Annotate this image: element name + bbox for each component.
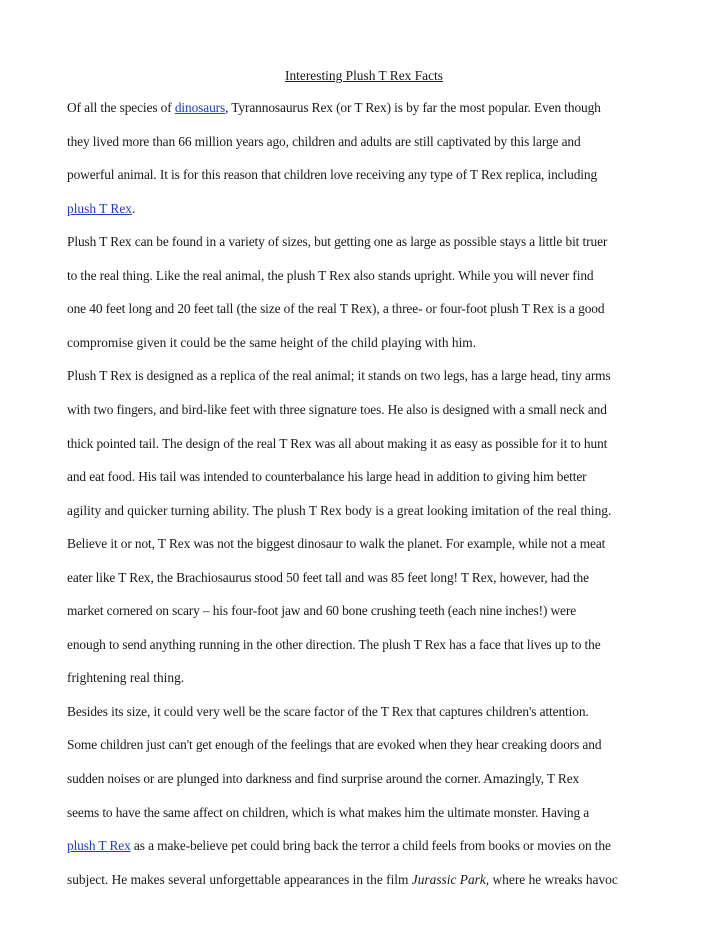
text-run: Of all the species of: [67, 100, 175, 115]
text-run: seems to have the same affect on children, which is what makes him the ultimate monster. Having a: [67, 804, 590, 820]
text-run: where he wreaks havoc: [489, 871, 618, 887]
paragraph-line: [67, 601, 667, 621]
text-run: powerful animal. It is for this reason that children love receiving any type of T Rex replica, including: [67, 167, 598, 183]
text-run: and eat food. His tail was intended to counterbalance his large head in addition to giving him better: [67, 469, 587, 485]
text-run: Plush T Rex is designed as a replica of the real animal; it stands on two legs, has a large head, tiny arms: [67, 368, 611, 384]
text-run: to the real thing. Like the real animal, the plush T Rex also stands upright. While you will never find: [67, 267, 594, 283]
text-run: sudden noises or are plunged into darkness and find surprise around the corner. Amazingly, T Rex: [67, 771, 580, 786]
text-run: agility and quicker turning ability. The plush T Rex body is a great looking imitation of the real thing.: [67, 502, 612, 518]
paragraph-line: [67, 165, 667, 185]
text-run: market cornered on scary – his four-foot jaw and 60 bone crushing teeth (each nine inches!) were: [67, 603, 577, 619]
hyperlink[interactable]: plush T Rex: [67, 200, 132, 216]
text-run: thick pointed tail. The design of the real T Rex was all about making it as easy as possible for it to hunt: [67, 435, 608, 451]
text-run: compromise given it could be the same height of the child playing with him.: [67, 334, 477, 350]
text-run: as a make-believe pet could bring back the terror a child feels from books or movies on the: [130, 838, 611, 854]
text-run: they lived more than 66 million years ago, children and adults are still captivated by this large and: [67, 133, 581, 149]
paragraph-line: [67, 769, 667, 789]
paragraph-line: [67, 333, 667, 353]
paragraph-line: [67, 635, 667, 655]
paragraph-line: [67, 702, 667, 722]
text-run: subject. He makes several unforgettable appearances in the film: [67, 871, 412, 887]
document-title: Interesting Plush T Rex Facts: [285, 68, 443, 83]
text-run: Besides its size, it could very well be the scare factor of the T Rex that captures children's attention.: [67, 703, 589, 719]
text-run: Some children just can't get enough of the feelings that are evoked when they hear creaking doors and: [67, 737, 602, 753]
paragraph-line: [67, 668, 667, 688]
paragraph-line: [67, 735, 667, 755]
paragraph-line: [67, 467, 667, 487]
paragraph-line: [67, 98, 667, 118]
text-run: Plush T Rex can be found in a variety of sizes, but getting one as large as possible stays a little bit truer: [67, 234, 608, 250]
hyperlink[interactable]: dinosaurs: [174, 100, 226, 115]
paragraph-line: [67, 501, 667, 521]
italic-text: Jurassic Park,: [411, 871, 490, 887]
text-run: frightening real thing.: [67, 670, 185, 686]
paragraph-line: [67, 299, 667, 319]
paragraph-line: [67, 803, 667, 823]
paragraph-line: [67, 232, 667, 252]
text-run: enough to send anything running in the other direction. The plush T Rex has a face that lives up to the: [67, 636, 601, 652]
hyperlink[interactable]: plush T Rex: [67, 838, 131, 854]
text-run: with two fingers, and bird-like feet with three signature toes. He also is designed with a small neck and: [67, 401, 607, 417]
paragraph-line: [67, 266, 667, 286]
text-run: Believe it or not, T Rex was not the biggest dinosaur to walk the planet. For example, while not a meat: [67, 536, 606, 552]
text-run: one 40 feet long and 20 feet tall (the size of the real T Rex), a three- or four-foot plush T Rex is a good: [67, 301, 605, 317]
text-run: eater like T Rex, the Brachiosaurus stood 50 feet tall and was 85 feet long! T Rex, however, had the: [67, 569, 589, 585]
paragraph-line: [67, 400, 667, 420]
paragraph-line: [67, 534, 667, 554]
paragraph-line: [67, 132, 667, 152]
paragraph-line: [67, 568, 667, 588]
paragraph-line: [67, 836, 667, 856]
text-run: .: [131, 200, 136, 216]
text-run: , Tyrannosaurus Rex (or T Rex) is by far the most popular. Even though: [225, 100, 601, 115]
paragraph-line: [67, 199, 667, 219]
paragraph-line: [67, 434, 667, 454]
paragraph-line: [67, 366, 667, 386]
paragraph-line: [67, 870, 667, 890]
